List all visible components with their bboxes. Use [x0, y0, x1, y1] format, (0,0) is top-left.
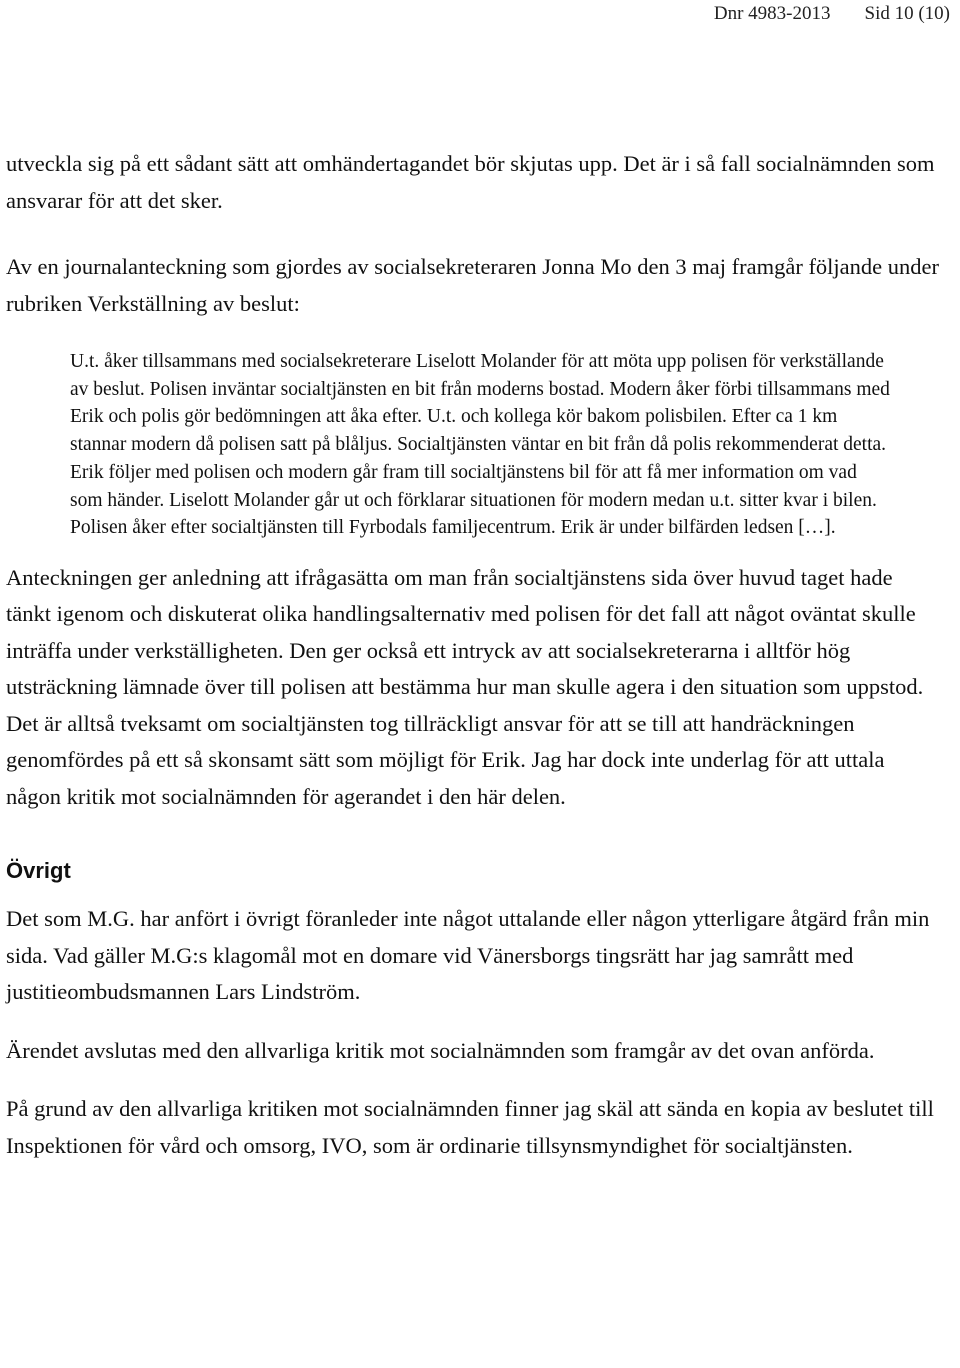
page-header [714, 2, 950, 26]
document-number: Dnr 4983-2013 [713, 3, 831, 24]
paragraph-closure: Ärendet avslutas med den allvarliga kritik mot socialnämnden som framgår av det ovan anförda. [6, 1037, 875, 1063]
paragraph-other: Det som M.G. har anfört i övrigt föranleder inte något uttalande eller någon ytterligare åtgärd från min sida. Vad gäller M.G:s klagomål mot en domare vid Vänersborgs tingsrätt har jag samrått med justitieombudsmannen Lars Lindström. [6, 906, 930, 1005]
page-number: Sid 10 (10) [864, 3, 950, 24]
paragraph-ivo: På grund av den allvarliga kritiken mot socialnämnden finner jag skäl att sända en kopia av beslutet till Inspektionen för vård och omsorg, IVO, som är ordinarie tillsynsmyndighet för socialtjänsten. [6, 1096, 934, 1158]
document-body [6, 146, 941, 1164]
paragraph-assessment: Anteckningen ger anledning att ifrågasätta om man från socialtjänstens sida över huvud taget hade tänkt igenom och diskuterat olika handlingsalternativ med polisen för det fall att något oväntat skulle inträffa under verkställigheten. Den ger också ett intryck av att socialsekreterarna i alltför hög utsträckning lämnade över till polisen att bestämma hur man skulle agera i den situation som uppstod. Det är alltså tveksamt om socialtjänsten tog tillräckligt ansvar för att se till att handräckningen genomfördes på ett så skonsamt sätt som möjligt för Erik. Jag har dock inte underlag för att uttala någon kritik mot socialnämnden för agerandet i den här delen. [6, 564, 924, 809]
section-heading-ovrigt: Övrigt [6, 858, 71, 884]
journal-quote: U.t. åker tillsammans med socialsekreterare Liselott Molander för att möta upp polisen för verkställande av beslut. Polisen inväntar socialtjänsten en bit från moderns bostad. Modern åker förbi tillsammans med Erik och polis gör bedömningen att åka efter. U.t. och kollega kör bakom polisbilen. Efter ca 1 km stannar modern då polisen satt på blåljus. Socialtjänsten väntar en bit från då polis rekommenderat detta. Erik följer med polisen och modern går fram till socialtjänstens bil för att få mer information om vad som händer. Liselott Molander går ut och förklarar situationen för modern medan u.t. sitter kvar i bilen. Polisen åker efter socialtjänsten till Fyrbodals familjecentrum. Erik är under bilfärden ledsen […]. [70, 351, 890, 539]
paragraph-continuation: utveckla sig på ett sådant sätt att omhändertagandet bör skjutas upp. Det är i så fall socialnämnden som ansvarar för att det sker. [6, 151, 935, 213]
paragraph-journal-intro: Av en journalanteckning som gjordes av socialsekreteraren Jonna Mo den 3 maj framgår följande under rubriken Verkställning av beslut: [6, 254, 940, 316]
